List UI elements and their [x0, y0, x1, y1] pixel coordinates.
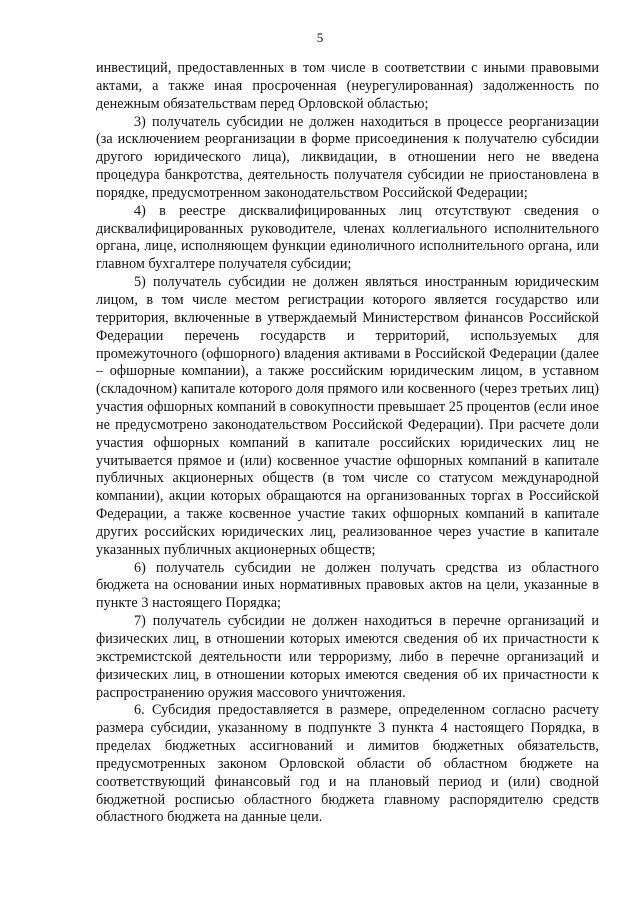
paragraph-item-4: 4) в реестре дисквалифицированных лиц отсутствуют сведения о дисквалифицированных руководителе, членах коллегиального исполнительного органа, лице, исполняющем функции единоличного исполнительного органа, или главном бухгалтере получателя субсидии;	[96, 202, 599, 273]
paragraph-continuation: инвестиций, предоставленных в том числе в соответствии с иными правовыми актами, а также иная просроченная (неурегулированная) задолженность по денежным обязательствам перед Орловской областью;	[96, 60, 599, 112]
paragraph-item-5: 5) получатель субсидии не должен являться иностранным юридическим лицом, в том числе местом регистрации которого является государство или территория, включенные в утверждаемый Министерством финансов Российской Федерации перечень государств и территорий, используемых для промежуточного (офшорного) владения активами в Российской Федерации (далее – офшорные компании), а также российским юридическим лицом, в уставном (складочном) капитале которого доля прямого или косвенного (через третьих лиц) участия офшорных компаний в совокупности превышает 25 процентов (если иное не предусмотрено законодательством Российской Федерации). При расчете доли участия офшорных компаний в капитале российских юридических лиц не учитывается прямое и (или) косвенное участие офшорных компаний в капитале публичных акционерных обществ (в том числе со статусом международной компании), акции которых обращаются на организованных торгах в Российской Федерации, а также косвенное участие таких офшорных компаний в капитале других российских юридических лиц, реализованное через участие в капитале указанных публичных акционерных обществ;	[96, 274, 599, 558]
paragraph-item-7: 7) получатель субсидии не должен находиться в перечне организаций и физических лиц, в отношении которых имеются сведения об их причастности к экстремистской деятельности или терроризму, либо в перечне организаций и физических лиц, в отношении которых имеются сведения об их причастности к распространению оружия массового уничтожения.	[96, 613, 599, 701]
page-number: 5	[316, 30, 324, 45]
paragraph-item-6: 6) получатель субсидии не должен получать средства из областного бюджета на основании иных нормативных правовых актов на цели, указанные в пункте 3 настоящего Порядка;	[96, 559, 599, 612]
document-body	[96, 60, 599, 827]
paragraph-item-3: 3) получатель субсидии не должен находиться в процессе реорганизации (за исключением реорганизации в форме присоединения к получателю субсидии другого юридического лица), ликвидации, в отношении него не введена процедура банкротства, деятельность получателя субсидии не приостановлена в порядке, предусмотренном законодательством Российской Федерации;	[96, 113, 599, 201]
paragraph-section-6: 6. Субсидия предоставляется в размере, определенном согласно расчету размера субсидии, указанному в подпункте 3 пункта 4 настоящего Порядка, в пределах бюджетных ассигнований и лимитов бюджетных обязательств, предусмотренных законом Орловской области об областном бюджете на соответствующий финансовый год и на плановый период и (или) сводной бюджетной росписью областного бюджета главному распорядителю средств областного бюджета на данные цели.	[96, 702, 599, 826]
